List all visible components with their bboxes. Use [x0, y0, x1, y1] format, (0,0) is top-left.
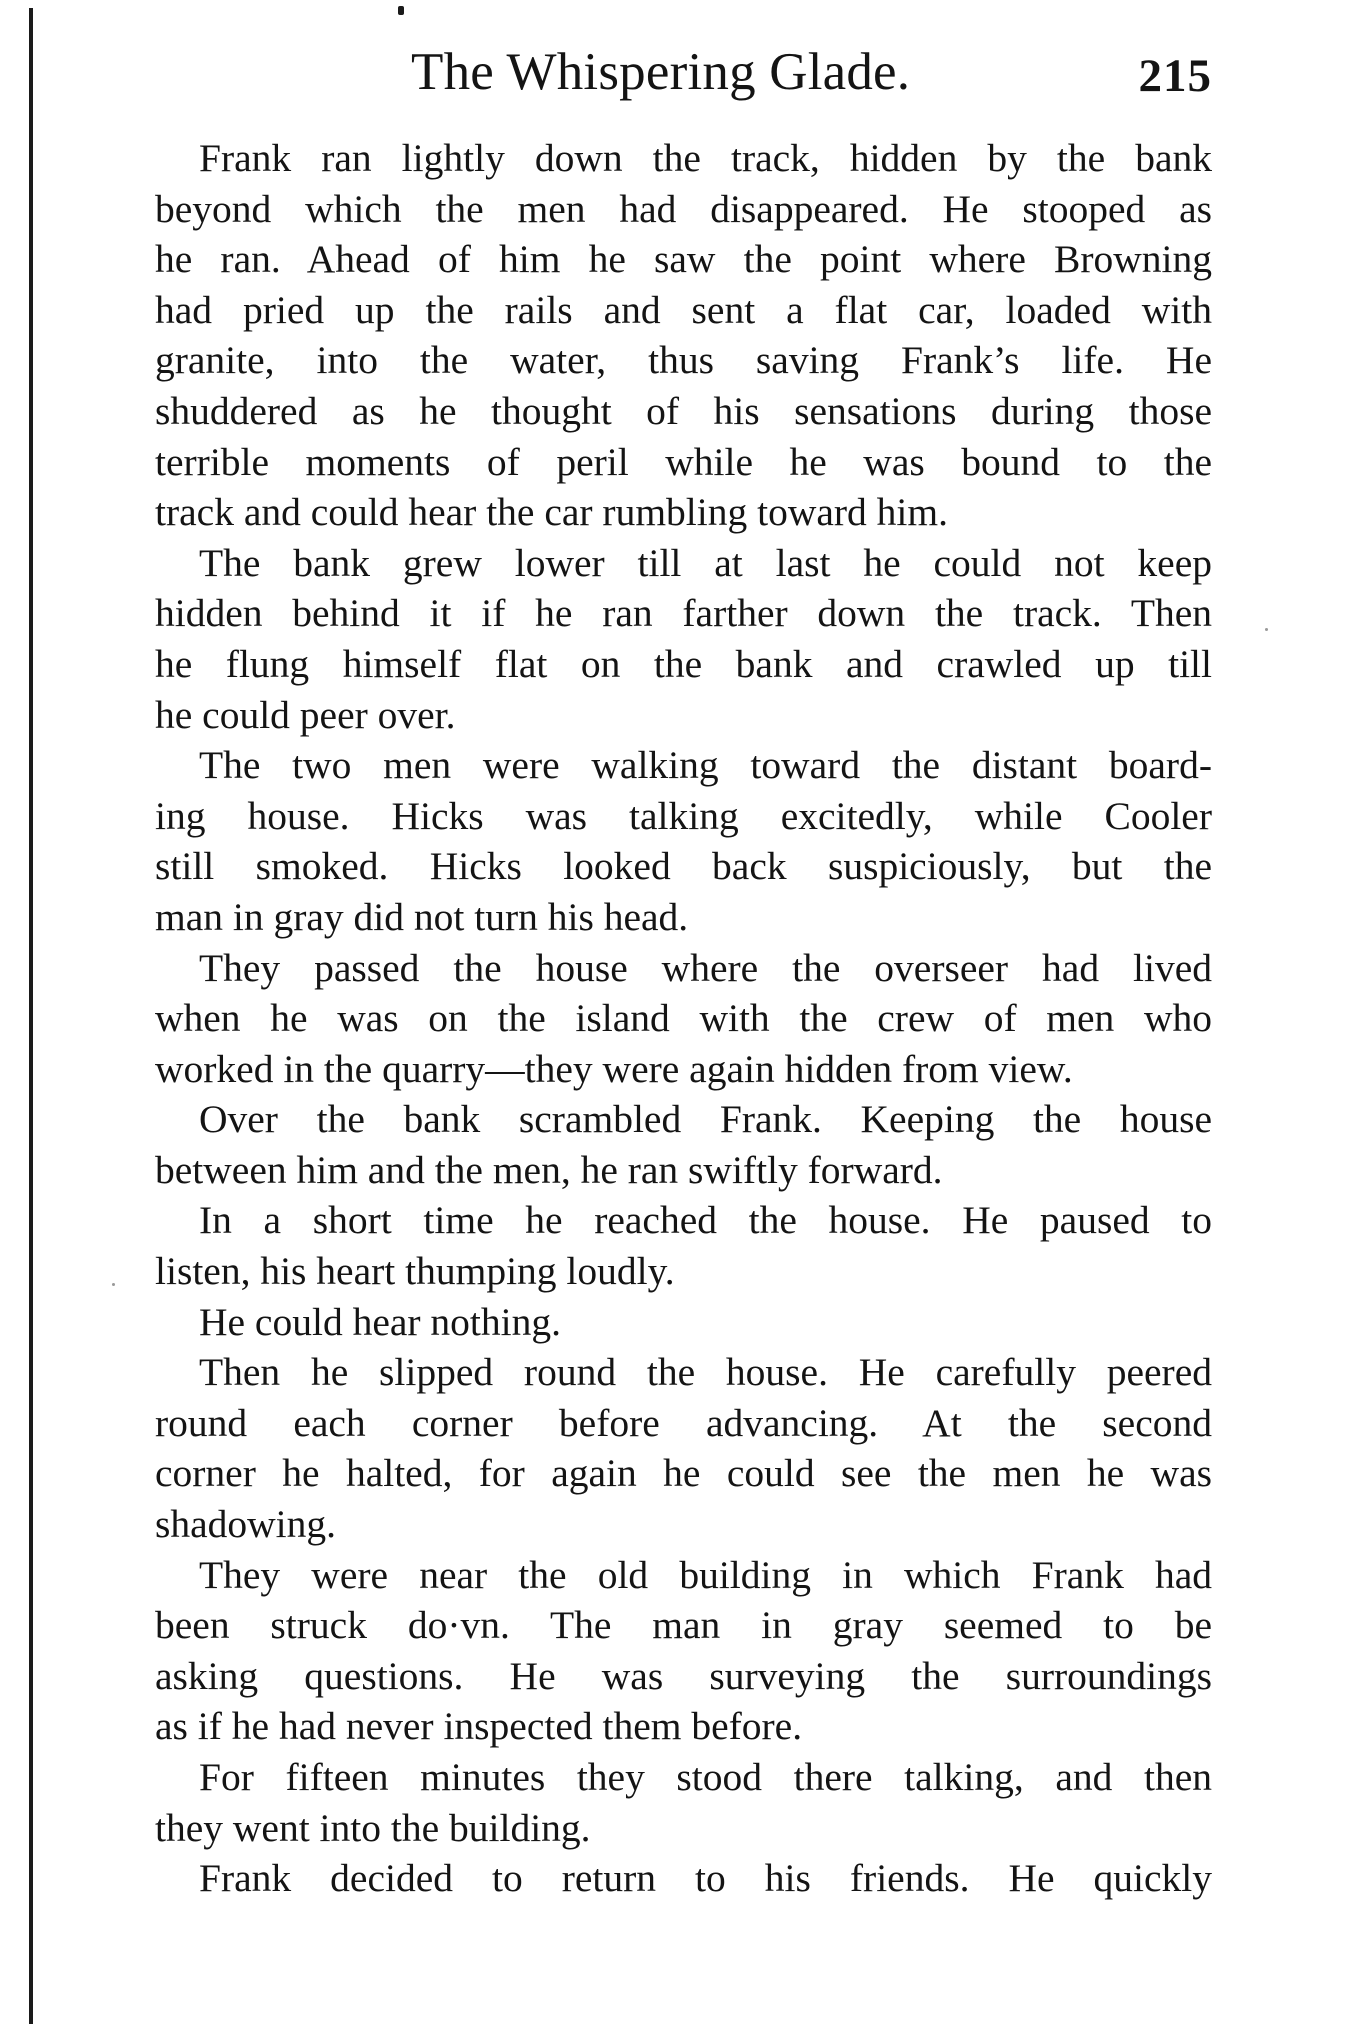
text-line: had pried up the rails and sent a flat car, loaded with [155, 287, 1212, 332]
text-line: listen, his heart thumping loudly. [155, 1249, 675, 1294]
text-line: man in gray did not turn his head. [155, 894, 689, 939]
text-line: corner he halted, for again he could see the men he was [155, 1451, 1212, 1496]
text-line: been struck do·vn. The man in gray seemed to be [155, 1603, 1212, 1648]
text-line: shadowing. [155, 1502, 337, 1547]
page-number: 215 [1138, 50, 1212, 102]
paragraph [155, 943, 1212, 1095]
text-line: worked in the quarry—they were again hidden from view. [155, 1046, 1073, 1091]
text-line: Frank ran lightly down the track, hidden by the bank [199, 136, 1212, 180]
running-title: The Whispering Glade. [411, 43, 911, 101]
text-line: In a short time he reached the house. He paused to [199, 1198, 1212, 1243]
paragraph [155, 740, 1212, 942]
paragraph [155, 1347, 1212, 1549]
text-line: track and could hear the car rumbling toward him. [155, 490, 949, 535]
text-line: Frank decided to return to his friends. He quickly [199, 1856, 1212, 1901]
margin-speck [112, 1283, 115, 1286]
text-line: For fifteen minutes they stood there talking, and then [199, 1755, 1212, 1799]
paragraph [155, 538, 1212, 740]
text-line: Then he slipped round the house. He carefully peered [199, 1350, 1212, 1395]
text-line: as if he had never inspected them before. [155, 1704, 803, 1749]
text-line: he flung himself flat on the bank and crawled up till [155, 641, 1212, 686]
text-line: round each corner before advancing. At the second [155, 1400, 1212, 1445]
text-line: between him and the men, he ran swiftly forward. [155, 1147, 943, 1192]
body-text [155, 133, 1212, 1904]
text-line: The bank grew lower till at last he could not keep [199, 540, 1212, 585]
text-line: he could peer over. [155, 692, 456, 737]
text-line: still smoked. Hicks looked back suspiciously, but the [155, 844, 1212, 889]
text-line: Over the bank scrambled Frank. Keeping the house [199, 1097, 1212, 1142]
text-line: hidden behind it if he ran farther down the track. Then [155, 591, 1212, 636]
text-line: ing house. Hicks was talking excitedly, while Cooler [155, 793, 1212, 838]
text-line: He could hear nothing. [199, 1299, 561, 1344]
text-line: terrible moments of peril while he was bound to the [155, 439, 1212, 484]
text-line: granite, into the water, thus saving Frank’s life. He [155, 338, 1212, 383]
text-line: beyond which the men had disappeared. He stooped as [155, 186, 1212, 231]
paragraph [155, 1297, 1212, 1348]
gutter-edge-line [29, 8, 33, 2024]
text-line: when he was on the island with the crew of men who [155, 996, 1212, 1041]
text-line: They passed the house where the overseer had lived [199, 945, 1212, 990]
ink-speck [398, 6, 404, 15]
text-line: he ran. Ahead of him he saw the point where Browning [155, 237, 1212, 282]
paragraph [155, 133, 1212, 538]
margin-speck [1265, 628, 1268, 631]
text-line: they went into the building. [155, 1805, 591, 1850]
paragraph [155, 1195, 1212, 1296]
text-line: The two men were walking toward the distant board- [199, 743, 1212, 788]
text-line: asking questions. He was surveying the surroundings [155, 1653, 1212, 1698]
paragraph [155, 1853, 1212, 1904]
paragraph [155, 1550, 1212, 1752]
text-line: shuddered as he thought of his sensations during those [155, 388, 1212, 433]
paragraph [155, 1752, 1212, 1853]
text-line: They were near the old building in which Frank had [199, 1552, 1212, 1597]
paragraph [155, 1094, 1212, 1195]
running-head [155, 38, 1212, 108]
